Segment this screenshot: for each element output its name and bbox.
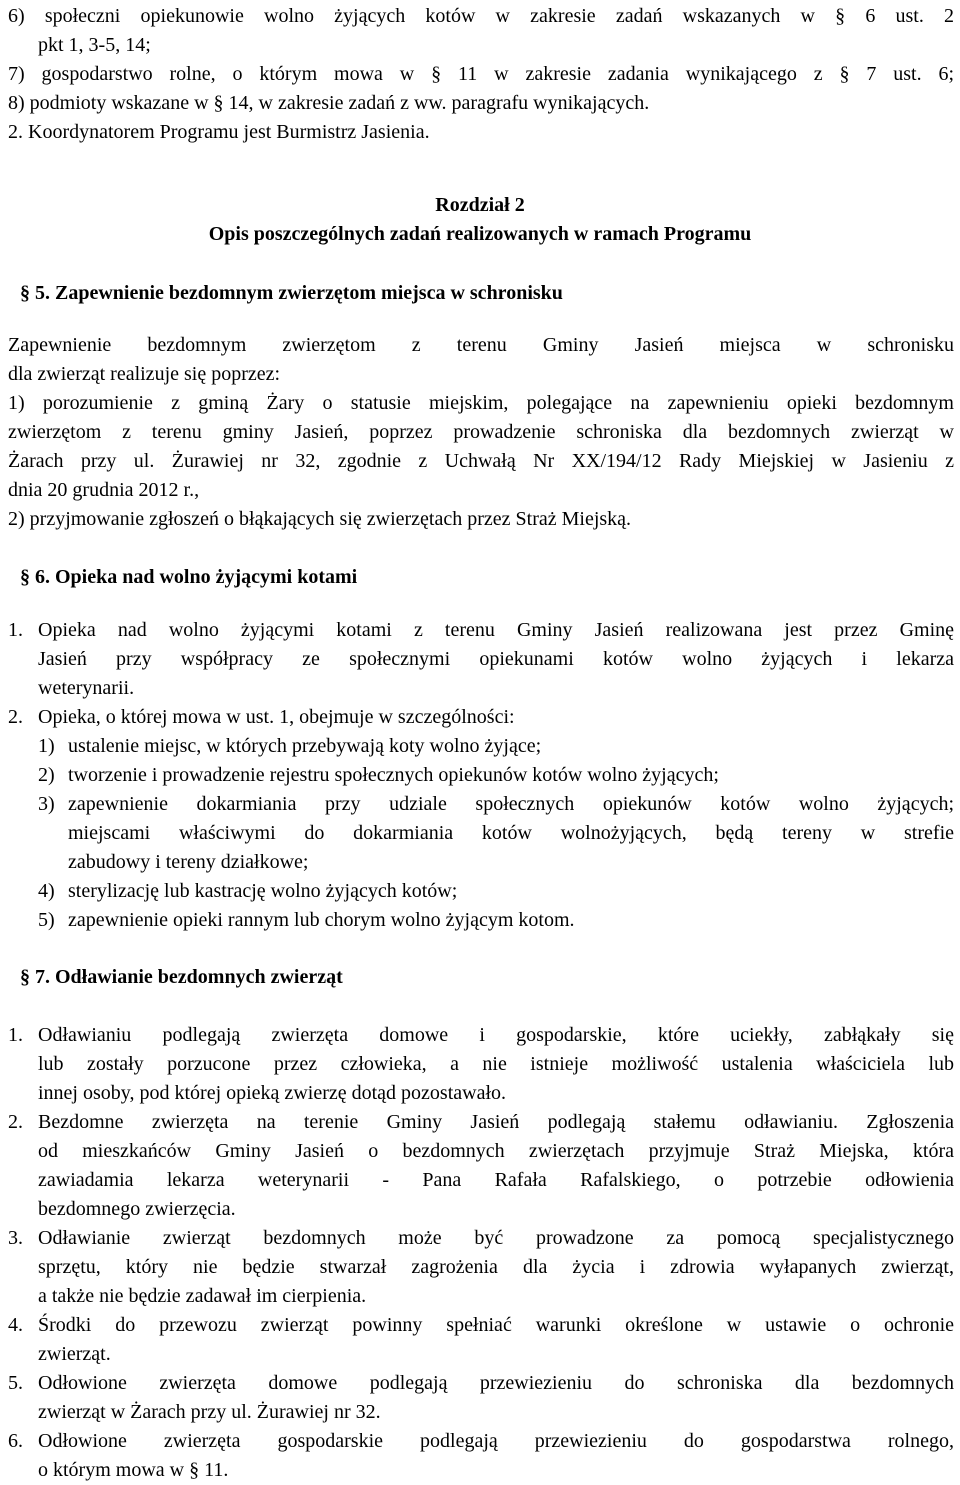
s7-p4-line-1: Środki do przewozu zwierząt powinny spełniać warunki określone w ustawie o ochronie [38,1314,954,1336]
s7-p4-number: 4. [8,1314,23,1336]
s7-p6-line-2: o którym mowa w § 11. [38,1459,229,1481]
s7-p2-line-4: bezdomnego zwierzęcia. [38,1198,236,1220]
s7-p6-number: 6. [8,1430,23,1452]
s6-item-1-text: ustalenie miejsc, w których przebywają koty wolno żyjące; [68,735,542,757]
s7-p4-line-2: zwierząt. [38,1343,111,1365]
chapter-subtitle: Opis poszczególnych zadań realizowanych w ramach Programu [208,223,752,245]
s7-p5-line-2: zwierząt w Żarach przy ul. Żurawiej nr 32. [38,1401,381,1423]
s6-item-2-text: tworzenie i prowadzenie rejestru społecznych opiekunów kotów wolno żyjących; [68,764,719,786]
s7-p6-line-1: Odłowione zwierzęta gospodarskie podlegają przewiezieniu do gospodarstwa rolnego, [38,1430,954,1452]
section-5-point-1-line-2: zwierzętom z terenu gminy Jasień, poprzez prowadzenie schroniska dla bezdomnych zwierząt w [8,421,954,443]
s6-item-4-number: 4) [38,880,55,902]
list-item-7: 7) gospodarstwo rolne, o którym mowa w § 11 w zakresie zadania wynikającego z § 7 ust. 6; [8,63,954,85]
s6-item-5-text: zapewnienie opieki rannym lub chorym wolno żyjącym kotom. [68,909,575,931]
section-5-intro-line-1: Zapewnienie bezdomnym zwierzętom z terenu Gminy Jasień miejsca w schronisku [8,334,954,356]
section-5-point-1-line-3: Żarach przy ul. Żurawiej nr 32, zgodnie z Uchwałą Nr XX/194/12 Rady Miejskiej w Jasieniu z [8,450,954,472]
s6-item-2-number: 2) [38,764,55,786]
s7-p2-line-1: Bezdomne zwierzęta na terenie Gminy Jasień podlegają stałemu odławianiu. Zgłoszenia [38,1111,954,1133]
section-7-heading: § 7. Odławianie bezdomnych zwierząt [20,966,343,988]
s7-p3-line-3: a także nie będzie zadawał im cierpienia. [38,1285,367,1307]
list-item-6-line-2: pkt 1, 3-5, 14; [38,34,151,56]
list-item-6-line-1: 6) społeczni opiekunowie wolno żyjących kotów w zakresie zadań wskazanych w § 6 ust. 2 [8,5,954,27]
s7-p2-number: 2. [8,1111,23,1133]
s7-p2-line-2: od mieszkańców Gminy Jasień o bezdomnych zwierzętach przyjmuje Straż Miejska, która [38,1140,954,1162]
s7-p1-line-1: Odławianiu podlegają zwierzęta domowe i gospodarskie, które uciekły, zabłąkały się [38,1024,954,1046]
s7-p5-line-1: Odłowione zwierzęta domowe podlegają przewiezieniu do schroniska dla bezdomnych [38,1372,954,1394]
s7-p2-line-3: zawiadamia lekarza weterynarii - Pana Rafała Rafalskiego, o potrzebie odłowienia [38,1169,954,1191]
s7-p1-number: 1. [8,1024,23,1046]
s6-item-3-text-line-2: miejscami właściwymi do dokarmiania kotów wolnożyjących, będą tereny w strefie [68,822,954,844]
section-5-point-1-line-4: dnia 20 grudnia 2012 r., [8,479,200,501]
s6-item-3-text-line-1: zapewnienie dokarmiania przy udziale społecznych opiekunów kotów wolno żyjących; [68,793,954,815]
section-5-point-1-line-1: 1) porozumienie z gminą Żary o statusie miejskim, polegające na zapewnieniu opieki bezdomnym [8,392,954,414]
coordinator-statement: 2. Koordynatorem Programu jest Burmistrz Jasienia. [8,121,430,143]
s6-item-1-number: 1) [38,735,55,757]
section-6-p1-line-1: Opieka nad wolno żyjącymi kotami z terenu Gminy Jasień realizowana jest przez Gminę [38,619,954,641]
section-6-p1-line-2: Jasień przy współpracy ze społecznymi opiekunami kotów wolno żyjących i lekarza [38,648,954,670]
section-6-heading: § 6. Opieka nad wolno żyjącymi kotami [20,566,358,588]
section-5-heading: § 5. Zapewnienie bezdomnym zwierzętom miejsca w schronisku [20,282,563,304]
s6-item-5-number: 5) [38,909,55,931]
list-item-8: 8) podmioty wskazane w § 14, w zakresie zadań z ww. paragrafu wynikających. [8,92,650,114]
s6-item-4-text: sterylizację lub kastrację wolno żyjących kotów; [68,880,458,902]
s6-item-3-number: 3) [38,793,55,815]
section-6-p2-text: Opieka, o której mowa w ust. 1, obejmuje w szczególności: [38,706,515,728]
section-6-p1-line-3: weterynarii. [38,677,135,699]
section-6-p2-number: 2. [8,706,23,728]
chapter-title: Rozdział 2 [435,194,525,216]
s7-p3-line-1: Odławianie zwierząt bezdomnych może być prowadzone za pomocą specjalistycznego [38,1227,954,1249]
s7-p3-number: 3. [8,1227,23,1249]
s7-p5-number: 5. [8,1372,23,1394]
section-5-intro-line-2: dla zwierząt realizuje się poprzez: [8,363,281,385]
section-6-p1-number: 1. [8,619,23,641]
s7-p3-line-2: sprzętu, który nie będzie stwarzał zagrożenia dla życia i zdrowia wyłapanych zwierząt, [38,1256,954,1278]
s7-p1-line-2: lub zostały porzucone przez człowieka, a nie istnieje możliwość ustalenia właściciela lub [38,1053,954,1075]
s7-p1-line-3: innej osoby, pod której opieką zwierzę dotąd pozostawało. [38,1082,507,1104]
s6-item-3-text-line-3: zabudowy i tereny działkowe; [68,851,309,873]
section-5-point-2: 2) przyjmowanie zgłoszeń o błąkających się zwierzętach przez Straż Miejską. [8,508,632,530]
